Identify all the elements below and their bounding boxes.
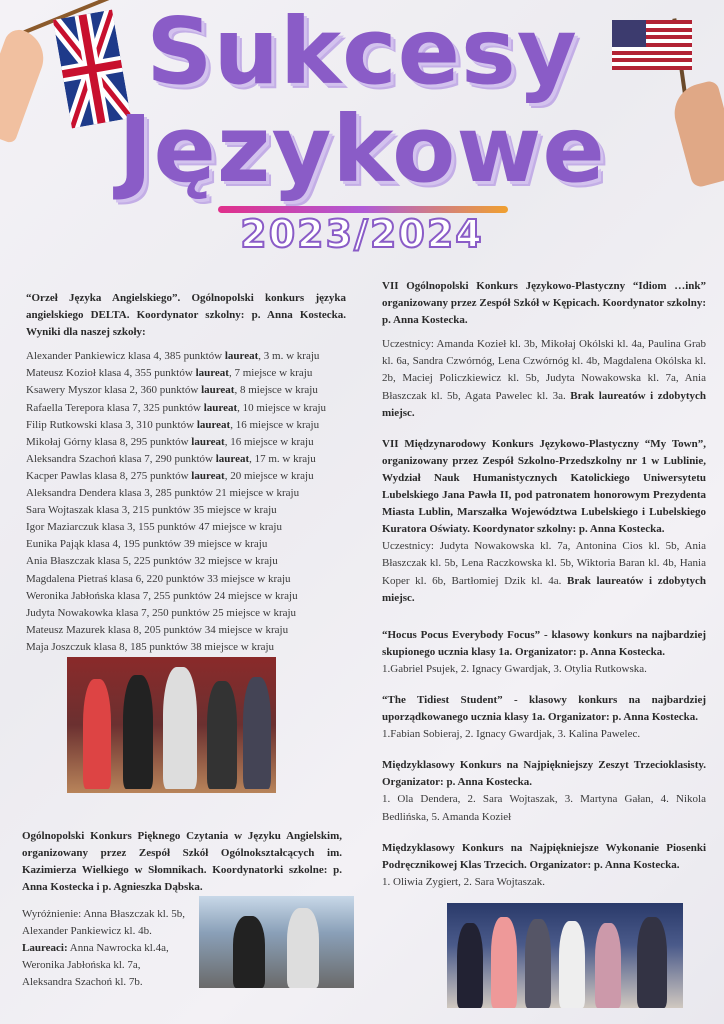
contest-song-results: 1. Oliwia Zygiert, 2. Sara Wojtaszak. — [382, 875, 545, 888]
laureates-names: Anna Nawrocka kl.4a, Weronika Jabłońska kl. 7a, Aleksandra Szachoń kl. 7b. — [22, 942, 169, 989]
laureat-label: laureat — [203, 401, 238, 414]
result-row: Alexander Pankiewicz klasa 4, 385 punktów laureat, 3 m. w kraju — [26, 350, 320, 363]
laureat-label: laureat — [191, 469, 225, 482]
result-row: Filip Rutkowski klasa 3, 310 punktów laureat, 16 miejsce w kraju — [26, 418, 320, 431]
result-row: Kacper Pawlas klasa 8, 275 punktów laureat, 20 miejsce w kraju — [26, 469, 314, 482]
left-column — [26, 290, 346, 656]
contest-tidiest-title: “The Tidiest Student” - klasowy konkurs na najbardziej uporządkowanego ucznia klasy 1a. Organizator: p. Anna Kostecka. — [382, 693, 706, 724]
result-row: Sara Wojtaszak klasa 3, 215 punktów 35 miejsce w kraju — [26, 504, 277, 517]
contest2-section — [22, 828, 342, 896]
laureat-label: laureat — [201, 384, 235, 397]
contest-idiom-result: Brak laureatów i zdobytych miejsc. — [382, 389, 706, 419]
group-photo-3 — [447, 903, 683, 1008]
group-photo-1 — [67, 657, 276, 793]
contest2-results — [22, 906, 192, 991]
contest-mytown-result: Brak laureatów i zdobytych miejsc. — [382, 574, 706, 604]
contest-mytown-title: VII Międzynarodowy Konkurs Językowo-Plastyczny “My Town”, organizowany przez Zespół Szkolno-Przedszkolny nr 1 w Lublinie, Wydział Nauk Humanistycznych Katolickiego Uniwersytetu Lubelskiego Jana Pawła II, pod patronatem honorowym Prezydenta Miasta Lublin, Marszałka Województwa Lubelskiego i Lubelskiego Kuratora Oświaty. Koordynator szkolny: p. Anna Kostecka. — [382, 437, 706, 536]
laureat-label: laureat — [215, 452, 250, 465]
contest-song-title: Międzyklasowy Konkurs na Najpiękniejsze Wykonanie Piosenki Podręcznikowej Klas Trzecich. Organizator: p. Anna Kostecka. — [382, 841, 706, 871]
result-row: Judyta Nowakowka klasa 7, 250 punktów 25 miejsce w kraju — [26, 606, 297, 619]
laureat-label: laureat — [224, 350, 259, 363]
result-row: Mikołaj Górny klasa 8, 295 punktów laureat, 16 miejsce w kraju — [26, 435, 314, 448]
contest-hocus-title: “Hocus Pocus Everybody Focus” - klasowy konkurs na najbardziej skupionego ucznia klasy 1a. Organizator: p. Anna Kostecka. — [382, 628, 706, 658]
page-title-line2: Językowe — [118, 96, 606, 203]
contest-notebook-title: Międzyklasowy Konkurs na Najpiękniejszy Zeszyt Trzecioklasisty. Organizator: p. Anna Kostecka. — [382, 759, 706, 789]
right-column — [382, 278, 706, 905]
laureat-label: laureat — [196, 418, 231, 431]
group-photo-2 — [199, 896, 354, 988]
school-year: 2023/2024 — [240, 212, 484, 256]
contest2-distinction: Wyróżnienie: Anna Błaszczak kl. 5b, Alexander Pankiewicz kl. 4b. — [22, 908, 186, 938]
result-row: Igor Maziarczuk klasa 3, 155 punktów 47 miejsce w kraju — [26, 521, 282, 534]
contest-notebook-results: 1. Ola Dendera, 2. Sara Wojtaszak, 3. Martyna Gałan, 4. Nikola Bedlińska, 5. Amanda Kozieł — [382, 793, 706, 823]
result-row: Maja Joszczuk klasa 8, 185 punktów 38 miejsce w kraju — [26, 640, 275, 653]
result-row: Aleksandra Dendera klasa 3, 285 punktów 21 miejsce w kraju — [26, 487, 300, 500]
contest-idiom-participants: Uczestnicy: Amanda Kozieł kl. 3b, Mikołaj Okólski kl. 4a, Paulina Grab kl. 6a, Sandra Czwórnóg, Lena Czwórnóg kl. 4b, Magdalena Okólska kl. 2b, Maciej Policzkiewicz kl. 5b, Judyta Nowakowska kl. 7a, Ania Błaszczak kl. 5b, Agata Pawelec kl. 3a. — [382, 338, 706, 402]
result-row: Mateusz Kozioł klasa 4, 355 punktów laureat, 7 miejsce w kraju — [26, 367, 313, 380]
result-row: Aleksandra Szachoń klasa 7, 290 punktów laureat, 17 m. w kraju — [26, 452, 316, 465]
contest-idiom-title: VII Ogólnopolski Konkurs Językowo-Plastyczny “Idiom …ink” organizowany przez Zespół Szkół w Kępicach. Koordynator szkolny: p. Anna Kostecka. — [382, 280, 706, 327]
contest-hocus-results: 1.Gabriel Psujek, 2. Ignacy Gwardjak, 3. Otylia Rutkowska. — [382, 662, 647, 675]
result-row: Magdalena Pietraś klasa 6, 220 punktów 33 miejsce w kraju — [26, 572, 291, 585]
result-row: Ania Błaszczak klasa 5, 225 punktów 32 miejsce w kraju — [26, 555, 278, 568]
result-row: Eunika Pająk klasa 4, 195 punktów 39 miejsce w kraju — [26, 538, 268, 551]
result-row: Rafaella Terepora klasa 7, 325 punktów laureat, 10 miejsce w kraju — [26, 401, 327, 414]
laureates-label: Laureaci: — [22, 942, 68, 955]
result-row: Ksawery Myszor klasa 2, 360 punktów laureat, 8 miejsce w kraju — [26, 384, 318, 397]
contest2-intro: Ogólnopolski Konkurs Pięknego Czytania w Języku Angielskim, organizowany przez Zespół Szkół Ogólnokształcących im. Kazimierza Wielkiego w Słomnikach. Koordynatorki szkolne: p. Anna Kostecka i p. Agnieszka Dąbska. — [22, 830, 342, 894]
page-title-line1: Sukcesy — [146, 0, 578, 105]
laureat-label: laureat — [191, 435, 225, 448]
contest-tidiest-results: 1.Fabian Sobieraj, 2. Ignacy Gwardjak, 3. Kalina Pawelec. — [382, 728, 641, 741]
results-list — [26, 348, 346, 656]
contest1-intro: “Orzeł Języka Angielskiego”. Ogólnopolski konkurs języka angielskiego DELTA. Koordynator szkolny: p. Anna Kostecka. Wyniki dla naszej szkoły: — [26, 292, 346, 339]
result-row: Mateusz Mazurek klasa 8, 205 punktów 34 miejsce w kraju — [26, 623, 289, 636]
laureat-label: laureat — [195, 367, 229, 380]
contest-mytown-participants: Uczestnicy: Judyta Nowakowska kl. 7a, Antonina Cios kl. 5b, Ania Błaszczak kl. 5b, Lena Raczkowska kl. 5b, Wiktoria Baran kl. 4b, Hania Koper kl. 6b, Bartłomiej Dzik kl. 4a. — [382, 540, 706, 587]
result-row: Weronika Jabłońska klasa 7, 255 punktów 24 miejsce w kraju — [26, 589, 298, 602]
